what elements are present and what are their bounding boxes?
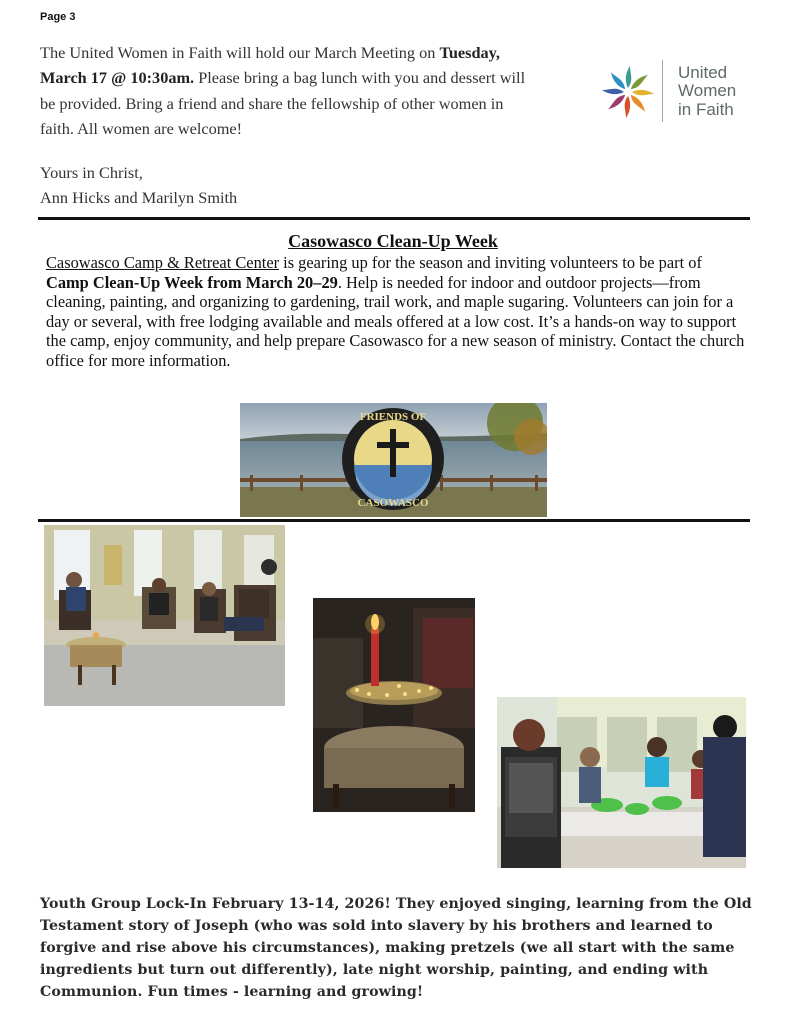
umw-announcement: [40, 40, 606, 141]
logo-divider: [662, 60, 663, 122]
umw-signature: [40, 160, 237, 211]
logo-wordmark: [678, 64, 736, 119]
umw-line2-text: Please bring a bag lunch with you and dessert will: [194, 68, 526, 88]
logo-word-3: in Faith: [678, 99, 734, 119]
umw-meeting-date: March 17 @ 10:30am.: [40, 68, 195, 88]
section-divider-bottom: [38, 519, 750, 522]
friends-badge: [342, 408, 444, 510]
photo-living-room: [44, 525, 285, 706]
youth-lock-in-paragraph: Youth Group Lock-In February 13-14, 2026! They enjoyed singing, learning from the Old Testament story of Joseph (who was sold into slavery by his brothers and learned to forgive and rise above his circumstances), making pretzels (we all start with the same ingredients but turn out differently), late night worship, painting, and ending with Communion. Fun times - learning and growing!: [40, 896, 752, 1000]
page-number: Page 3: [40, 11, 76, 23]
signer-names: Ann Hicks and Marilyn Smith: [40, 188, 238, 208]
casowasco-link[interactable]: Casowasco Camp & Retreat Center: [46, 253, 280, 272]
badge-top-text: FRIENDS OF: [359, 411, 427, 423]
casowasco-dates: Camp Clean-Up Week from March 20–29: [46, 272, 338, 292]
umw-line4-text: faith. All women are welcome!: [40, 118, 243, 138]
casowasco-text-2: . Help is needed for indoor and outdoor projects—from cleaning, painting, and organizing to gardening, trail work, and maple sugaring. Volunteers can join for a day or several, with free lodging available and meals offered at a low cost. It’s a hands-on way to support the camp, enjoy community, and help prepare Casowasco for a new season of ministry. Contact the church office for more information.: [46, 272, 745, 370]
friends-of-casowasco-banner: [240, 403, 547, 517]
united-women-in-faith-logo: [600, 56, 770, 128]
logo-word-1: United: [678, 63, 728, 82]
photo-communion-candle: [313, 598, 475, 812]
closing-text: Yours in Christ,: [40, 163, 143, 182]
section-divider-top: [38, 217, 750, 220]
photo-making-pretzels: [497, 697, 746, 868]
casowasco-paragraph: [46, 253, 746, 370]
casowasco-heading: Casowasco Clean-Up Week: [288, 231, 498, 251]
badge-bottom-text: CASOWASCO: [357, 497, 429, 509]
casowasco-text-1: is gearing up for the season and inviting volunteers to be part of: [279, 253, 702, 272]
umw-line1-text: The United Women in Faith will hold our March Meeting on: [40, 43, 440, 62]
uwf-flame-icon: [600, 64, 656, 120]
umw-meeting-day: Tuesday,: [439, 43, 500, 62]
logo-word-2: Women: [678, 81, 737, 101]
umw-line3-text: be provided. Bring a friend and share the fellowship of other women in: [40, 93, 504, 113]
